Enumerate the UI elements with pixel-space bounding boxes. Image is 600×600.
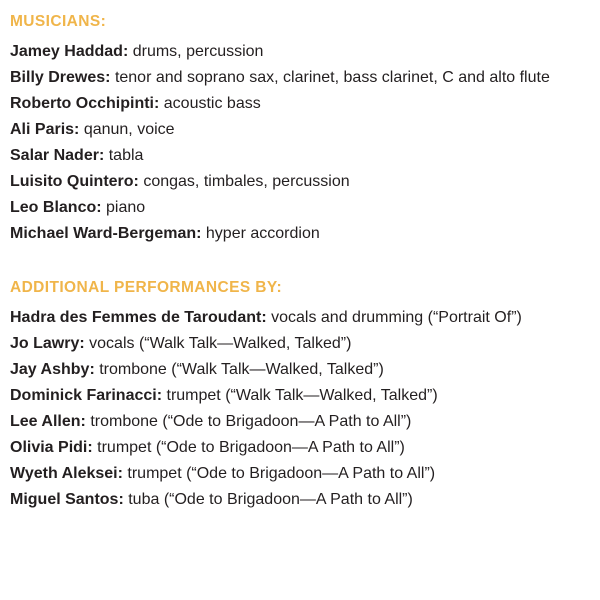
credits-document	[10, 9, 598, 513]
credit-entry	[10, 331, 598, 357]
credit-name: Salar Nader:	[10, 147, 105, 164]
credit-detail: vocals (“Walk Talk—Walked, Talked”)	[89, 335, 352, 352]
section-title: ADDITIONAL PERFORMANCES BY:	[10, 279, 283, 296]
credit-entry	[10, 195, 598, 221]
credit-entry	[10, 409, 598, 435]
credit-detail: trumpet (“Walk Talk—Walked, Talked”)	[166, 387, 438, 404]
credit-detail: congas, timbales, percussion	[143, 173, 350, 190]
credit-detail: piano	[106, 199, 146, 216]
credit-detail: trumpet (“Ode to Brigadoon—A Path to All”)	[127, 465, 436, 482]
credit-name: Ali Paris:	[10, 121, 80, 138]
credit-name: Jay Ashby:	[10, 361, 95, 378]
credit-entry	[10, 461, 598, 487]
credit-name: Luisito Quintero:	[10, 173, 139, 190]
credit-section	[10, 9, 598, 247]
credit-name: Jamey Haddad:	[10, 43, 129, 60]
section-title: MUSICIANS:	[10, 13, 107, 30]
credit-detail: trumpet (“Ode to Brigadoon—A Path to All”)	[97, 439, 405, 456]
credit-entry	[10, 169, 598, 195]
credit-entry	[10, 143, 598, 169]
credit-name: Leo Blanco:	[10, 199, 102, 216]
credit-name: Lee Allen:	[10, 413, 86, 430]
credit-entry	[10, 487, 598, 513]
credit-detail: vocals and drumming (“Portrait Of”)	[271, 309, 522, 326]
credit-name: Roberto Occhipinti:	[10, 95, 160, 112]
credit-name: Olivia Pidi:	[10, 439, 93, 456]
credit-name: Dominick Farinacci:	[10, 387, 163, 404]
credit-detail: tuba (“Ode to Brigadoon—A Path to All”)	[128, 491, 413, 508]
credit-detail: tenor and soprano sax, clarinet, bass clarinet, C and alto flute	[114, 69, 550, 86]
credit-section	[10, 275, 598, 513]
credit-detail: hyper accordion	[205, 225, 320, 242]
credit-entry	[10, 305, 598, 331]
credit-name: Michael Ward-Bergeman:	[10, 225, 202, 242]
credit-detail: tabla	[108, 147, 144, 164]
credit-entry	[10, 39, 598, 65]
credit-name: Jo Lawry:	[10, 335, 85, 352]
credit-entry	[10, 221, 598, 247]
credit-detail: trombone (“Walk Talk—Walked, Talked”)	[99, 361, 384, 378]
credit-detail: trombone (“Ode to Brigadoon—A Path to All”)	[90, 413, 412, 430]
credit-entry	[10, 117, 598, 143]
credit-name: Wyeth Aleksei:	[10, 465, 123, 482]
credit-entry	[10, 357, 598, 383]
credit-name: Miguel Santos:	[10, 491, 124, 508]
credit-detail: drums, percussion	[132, 43, 264, 60]
credits-sections	[10, 9, 598, 513]
credit-name: Billy Drewes:	[10, 69, 111, 86]
credit-entry	[10, 435, 598, 461]
credit-entry	[10, 91, 598, 117]
credit-detail: acoustic bass	[163, 95, 261, 112]
credit-detail: qanun, voice	[83, 121, 175, 138]
credit-entry	[10, 65, 598, 91]
credit-entry	[10, 383, 598, 409]
credit-name: Hadra des Femmes de Taroudant:	[10, 309, 267, 326]
